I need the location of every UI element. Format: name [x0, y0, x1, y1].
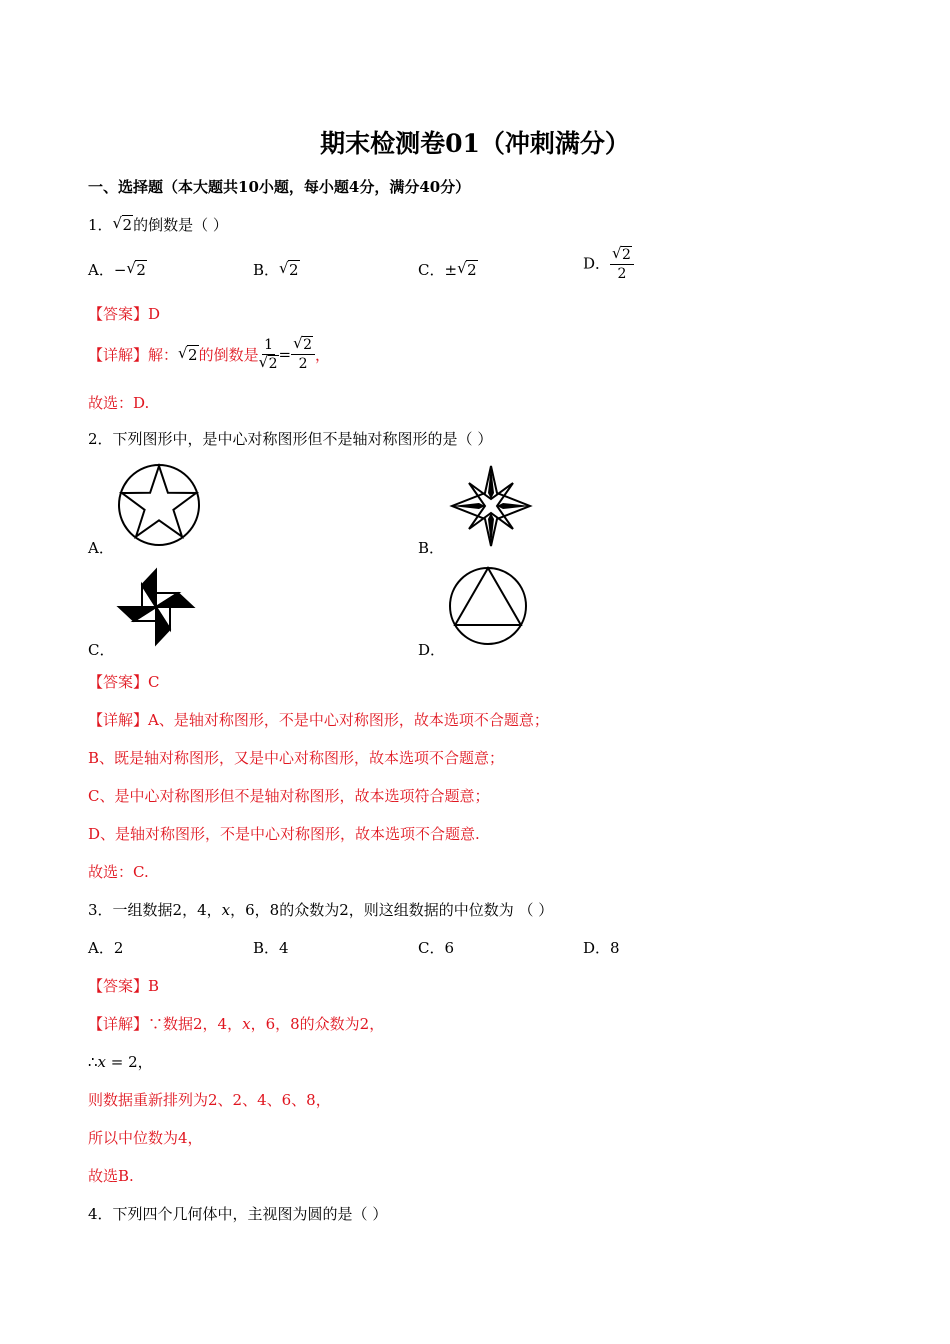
q1-option-b: B． √ 2 [253, 259, 299, 279]
q1-option-c: C．± √ 2 [418, 259, 477, 279]
q3-detail-2: ∴x = 2， [88, 1053, 153, 1071]
q3-option-c: C．6 [418, 939, 455, 957]
q3-option-a: A．2 [88, 939, 124, 957]
q2-option-c-label: C． [88, 641, 115, 659]
section-heading: 一、选择题（本大题共10小题，每小题4分，满分40分） [88, 178, 471, 196]
q1-answer: 【答案】D [88, 305, 161, 323]
compass-star-figure [449, 463, 533, 549]
q2-answer: 【答案】C [88, 673, 160, 691]
q2-option-b-label: B． [418, 539, 445, 557]
q2-detail-2: B、既是轴对称图形，又是中心对称图形，故本选项不合题意； [88, 749, 505, 767]
q3-conclusion: 故选B. [88, 1167, 134, 1185]
q2-detail-4: D、是轴对称图形，不是中心对称图形，故本选项不合题意. [88, 825, 480, 843]
q2-option-d-label: D． [418, 641, 446, 659]
q2-conclusion: 故选：C. [88, 863, 149, 881]
triangle-in-circle-figure [447, 565, 529, 647]
pinwheel-figure [114, 565, 198, 649]
question-2-stem: 2．下列图形中，是中心对称图形但不是轴对称图形的是（ ） [88, 430, 493, 448]
q3-detail-1: 【详解】∵数据2，4，x，6，8的众数为2， [88, 1015, 385, 1033]
q2-detail-1: 【详解】A、是轴对称图形，不是中心对称图形，故本选项不合题意； [88, 711, 549, 729]
q3-detail-4: 所以中位数为4， [88, 1129, 203, 1147]
q2-detail-3: C、是中心对称图形但不是轴对称图形，故本选项符合题意； [88, 787, 490, 805]
q1-detail: 【详解】解： √ 2的倒数是 1 √ 2 = √ 2 2 ， [88, 334, 331, 372]
question-3-stem: 3．一组数据2，4，x，6，8的众数为2，则这组数据的中位数为 （ ） [88, 901, 554, 919]
q3-option-d: D．8 [583, 939, 620, 957]
q1-conclusion: 故选：D. [88, 394, 150, 412]
sqrt-2: √ 2 [112, 214, 133, 234]
question-4-stem: 4．下列四个几何体中，主视图为圆的是（ ） [88, 1205, 388, 1223]
q3-answer: 【答案】B [88, 977, 160, 995]
question-1-stem: 1． √ 2的倒数是（ ） [88, 214, 228, 234]
page-title: 期末检测卷01（冲刺满分） [320, 129, 630, 158]
q1-option-a: A．− √ 2 [88, 259, 146, 279]
q2-option-a-label: A． [88, 539, 114, 557]
q3-option-b: B．4 [253, 939, 289, 957]
q3-detail-3: 则数据重新排列为2、2、4、6、8， [88, 1091, 331, 1109]
star-in-circle-figure [116, 462, 202, 548]
q1-option-d: D． √ 2 2 [583, 246, 634, 283]
